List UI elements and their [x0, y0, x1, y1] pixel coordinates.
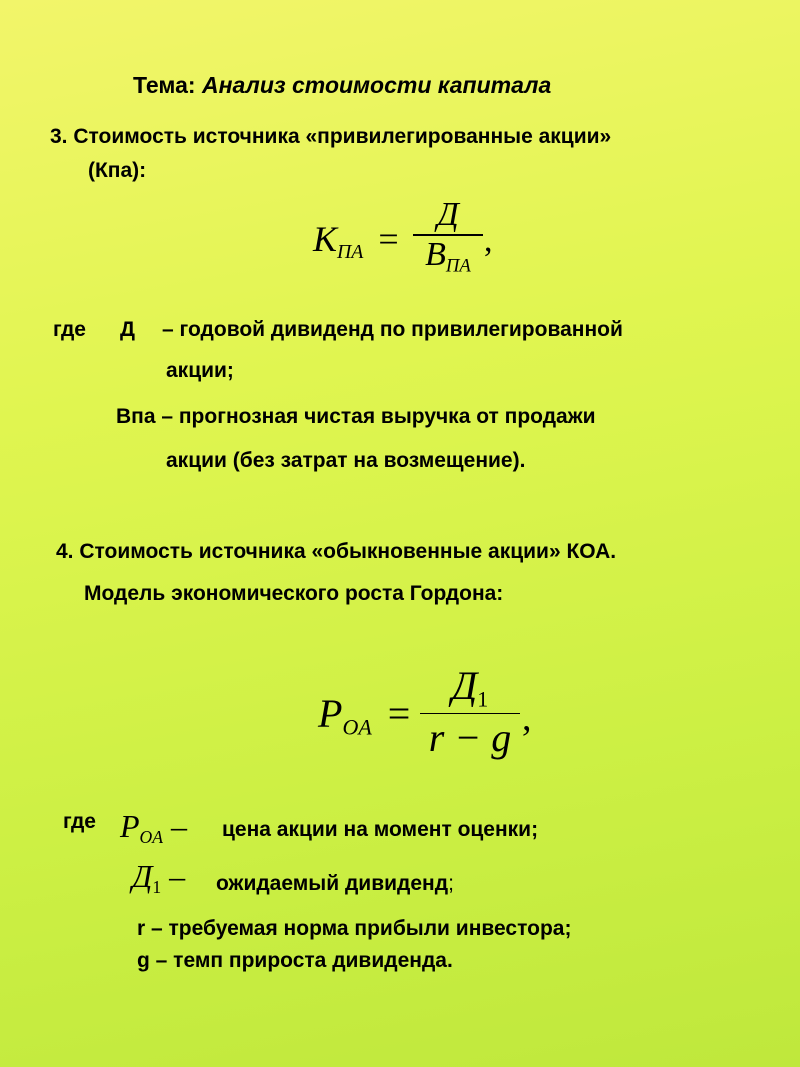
def-d-text-cont: акции;	[166, 359, 234, 382]
formula-poa-fraction: $Д_1$ r − g	[420, 662, 520, 761]
def-d-text: – годовой дивиденд по привилегированной	[162, 318, 623, 341]
title-prefix: Тема:	[133, 72, 202, 98]
formula-kpa-lhs: $K_{ПА}$ =	[313, 219, 399, 263]
title-topic: Анализ стоимости капитала	[201, 72, 552, 98]
formula-poa-lhs: $P_{OA}$ =	[318, 691, 411, 740]
section4-subheading: Модель экономического роста Гордона:	[84, 582, 504, 605]
slide-title	[133, 72, 551, 99]
formula-comma: ,	[522, 697, 532, 739]
def-d-symbol: Д	[120, 318, 135, 341]
def-g-text: g – темп прироста дивиденда.	[137, 949, 453, 972]
def-vpa-text: Впа – прогнозная чистая выручка от продажи	[116, 405, 596, 428]
def-d1-symbol: $Д_1$ –	[132, 858, 186, 898]
where-label: где	[53, 318, 86, 341]
formula-comma: ,	[484, 222, 493, 259]
formula-kpa-fraction: Д $B_{ПА}$	[413, 196, 483, 277]
def-r-text: r – требуемая норма прибыли инвестора;	[137, 917, 572, 940]
def-poa-text: цена акции на момент оценки;	[222, 818, 539, 841]
def-vpa-text-cont: акции (без затрат на возмещение).	[166, 449, 526, 472]
section3-heading: 3. Стоимость источника «привилегированные акции»	[50, 125, 612, 148]
def-d1-text: ожидаемый дивиденд;	[216, 872, 454, 895]
where-label: где	[63, 810, 96, 833]
section4-heading: 4. Стоимость источника «обыкновенные акции» КОА.	[56, 540, 617, 563]
def-poa-symbol: $P_{OA}$ –	[120, 808, 187, 848]
section3-heading-cont: (Кпа):	[88, 159, 147, 182]
